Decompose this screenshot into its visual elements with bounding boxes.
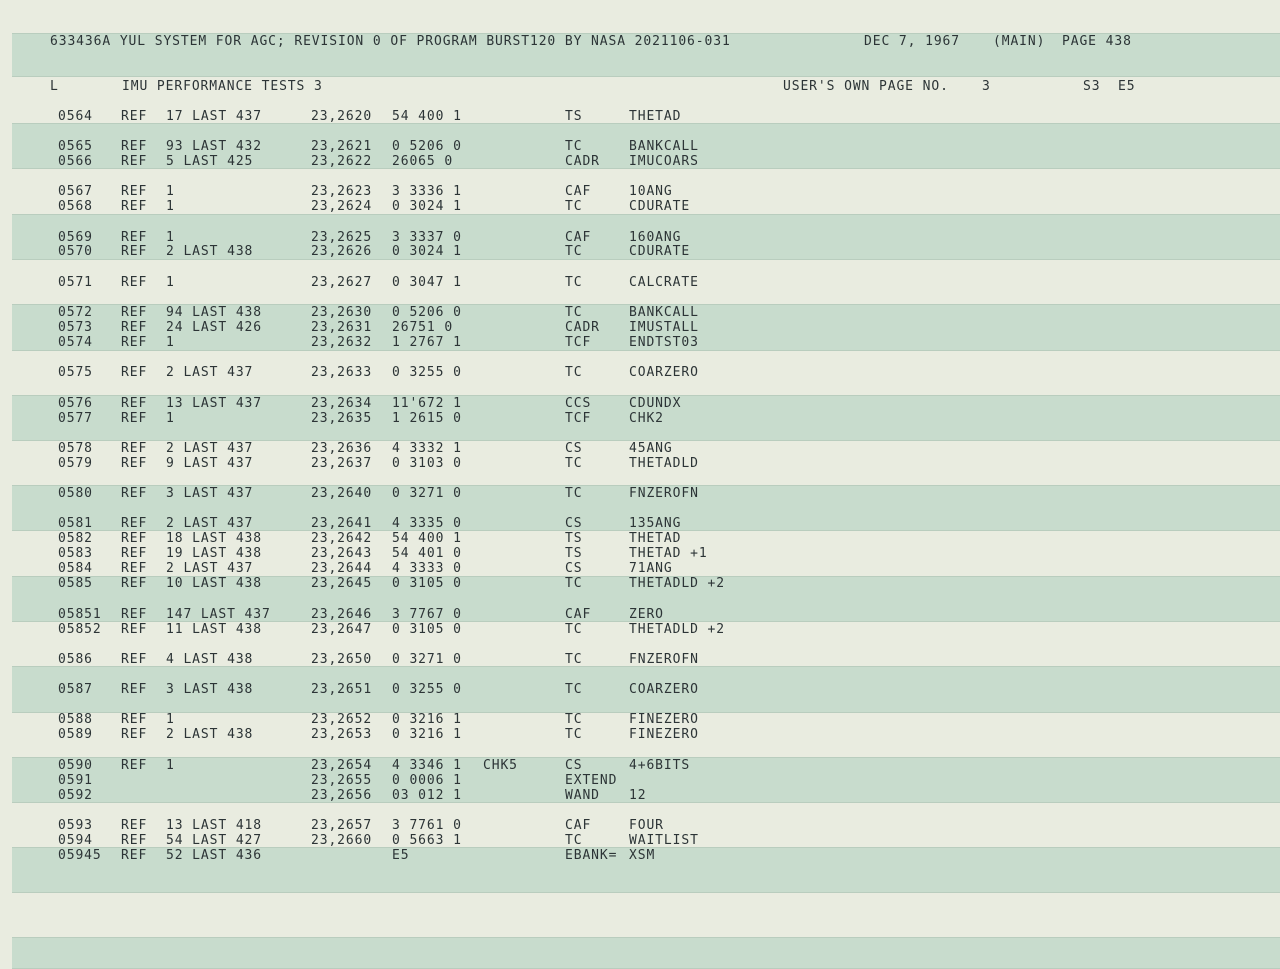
row-line: 0589 xyxy=(58,727,93,742)
row-line: 0592 xyxy=(58,788,93,803)
row-operand: FOUR xyxy=(629,818,664,833)
row-operand: IMUSTALL xyxy=(629,320,699,335)
row-code: 0 5663 1 xyxy=(392,833,462,848)
row-addr: 23,2620 xyxy=(311,109,373,124)
row-code: 0 3105 0 xyxy=(392,622,462,637)
row-addr: 23,2651 xyxy=(311,682,373,697)
row-op: CAF xyxy=(565,184,592,199)
row-code: 0 3103 0 xyxy=(392,456,462,471)
row-code: E5 xyxy=(392,848,410,863)
row-addr: 23,2645 xyxy=(311,576,373,591)
row-code: 3 3337 0 xyxy=(392,230,462,245)
row-code: 03 012 1 xyxy=(392,788,462,803)
row-code: 54 401 0 xyxy=(392,546,462,561)
row-op: CCS xyxy=(565,396,592,411)
row-code: 3 7767 0 xyxy=(392,607,462,622)
row-operand: COARZERO xyxy=(629,682,699,697)
page-header-section: (MAIN) xyxy=(993,34,1046,49)
users-page-label: USER'S OWN PAGE NO. xyxy=(783,79,949,94)
row-line: 0590 xyxy=(58,758,93,773)
row-op: CS xyxy=(565,516,583,531)
subheader-e: E5 xyxy=(1118,79,1136,94)
row-ref: REF xyxy=(121,244,148,259)
row-line: 0572 xyxy=(58,305,93,320)
row-line: 0586 xyxy=(58,652,93,667)
row-line: 0567 xyxy=(58,184,93,199)
row-operand: THETAD xyxy=(629,531,682,546)
row-addr: 23,2622 xyxy=(311,154,373,169)
row-refs: 2 LAST 438 xyxy=(166,244,254,259)
row-operand: BANKCALL xyxy=(629,305,699,320)
row-refs: 11 LAST 438 xyxy=(166,622,262,637)
row-code: 0 3216 1 xyxy=(392,727,462,742)
row-addr: 23,2630 xyxy=(311,305,373,320)
row-addr: 23,2641 xyxy=(311,516,373,531)
row-line: 0565 xyxy=(58,139,93,154)
row-refs: 10 LAST 438 xyxy=(166,576,262,591)
row-operand: THETAD xyxy=(629,109,682,124)
row-ref: REF xyxy=(121,652,148,667)
log-section-title: IMU PERFORMANCE TESTS 3 xyxy=(122,79,323,94)
row-op: TCF xyxy=(565,335,592,350)
row-code: 4 3335 0 xyxy=(392,516,462,531)
row-operand: FNZEROFN xyxy=(629,652,699,667)
row-code: 11'672 1 xyxy=(392,396,462,411)
row-ref: REF xyxy=(121,848,148,863)
row-refs: 24 LAST 426 xyxy=(166,320,262,335)
row-op: EBANK= xyxy=(565,848,618,863)
row-code: 26751 0 xyxy=(392,320,454,335)
row-refs: 3 LAST 438 xyxy=(166,682,254,697)
row-addr: 23,2644 xyxy=(311,561,373,576)
row-operand: WAITLIST xyxy=(629,833,699,848)
row-op: CS xyxy=(565,561,583,576)
row-ref: REF xyxy=(121,305,148,320)
row-op: TC xyxy=(565,652,583,667)
row-ref: REF xyxy=(121,561,148,576)
row-line: 0571 xyxy=(58,275,93,290)
row-addr: 23,2652 xyxy=(311,712,373,727)
row-op: TC xyxy=(565,576,583,591)
row-op: TS xyxy=(565,546,583,561)
row-code: 0 3024 1 xyxy=(392,199,462,214)
row-label: CHK5 xyxy=(483,758,518,773)
row-operand: CDURATE xyxy=(629,244,691,259)
row-addr: 23,2637 xyxy=(311,456,373,471)
row-refs: 13 LAST 418 xyxy=(166,818,262,833)
row-operand: 71ANG xyxy=(629,561,673,576)
band xyxy=(12,937,1280,969)
row-refs: 2 LAST 437 xyxy=(166,365,254,380)
row-addr: 23,2633 xyxy=(311,365,373,380)
row-ref: REF xyxy=(121,818,148,833)
row-addr: 23,2624 xyxy=(311,199,373,214)
row-ref: REF xyxy=(121,456,148,471)
row-ref: REF xyxy=(121,833,148,848)
row-line: 0587 xyxy=(58,682,93,697)
row-ref: REF xyxy=(121,199,148,214)
row-addr: 23,2656 xyxy=(311,788,373,803)
row-addr: 23,2657 xyxy=(311,818,373,833)
row-ref: REF xyxy=(121,607,148,622)
row-code: 0 3024 1 xyxy=(392,244,462,259)
row-line: 0593 xyxy=(58,818,93,833)
row-operand: CHK2 xyxy=(629,411,664,426)
row-ref: REF xyxy=(121,576,148,591)
row-operand: BANKCALL xyxy=(629,139,699,154)
row-line: 0566 xyxy=(58,154,93,169)
row-addr: 23,2621 xyxy=(311,139,373,154)
row-refs: 5 LAST 425 xyxy=(166,154,254,169)
row-ref: REF xyxy=(121,411,148,426)
row-ref: REF xyxy=(121,139,148,154)
row-op: CAF xyxy=(565,818,592,833)
row-line: 0591 xyxy=(58,773,93,788)
row-operand: ZERO xyxy=(629,607,664,622)
row-op: TC xyxy=(565,275,583,290)
row-addr: 23,2650 xyxy=(311,652,373,667)
row-refs: 2 LAST 437 xyxy=(166,441,254,456)
row-operand: FNZEROFN xyxy=(629,486,699,501)
row-op: TC xyxy=(565,727,583,742)
row-refs: 147 LAST 437 xyxy=(166,607,271,622)
row-refs: 4 LAST 438 xyxy=(166,652,254,667)
row-operand: 160ANG xyxy=(629,230,682,245)
row-refs: 9 LAST 437 xyxy=(166,456,254,471)
row-line: 0582 xyxy=(58,531,93,546)
row-ref: REF xyxy=(121,622,148,637)
row-operand: 45ANG xyxy=(629,441,673,456)
row-code: 54 400 1 xyxy=(392,531,462,546)
row-code: 0 3255 0 xyxy=(392,365,462,380)
row-addr: 23,2654 xyxy=(311,758,373,773)
row-refs: 1 xyxy=(166,335,175,350)
row-line: 0585 xyxy=(58,576,93,591)
row-refs: 1 xyxy=(166,712,175,727)
row-ref: REF xyxy=(121,184,148,199)
row-op: CAF xyxy=(565,607,592,622)
row-addr: 23,2627 xyxy=(311,275,373,290)
row-ref: REF xyxy=(121,712,148,727)
row-line: 0575 xyxy=(58,365,93,380)
row-op: EXTEND xyxy=(565,773,618,788)
row-operand: THETADLD +2 xyxy=(629,576,725,591)
row-op: TCF xyxy=(565,411,592,426)
row-operand: FINEZERO xyxy=(629,727,699,742)
row-operand: IMUCOARS xyxy=(629,154,699,169)
row-line: 0569 xyxy=(58,230,93,245)
row-ref: REF xyxy=(121,335,148,350)
row-op: TC xyxy=(565,833,583,848)
row-ref: REF xyxy=(121,109,148,124)
row-addr: 23,2647 xyxy=(311,622,373,637)
row-code: 0 5206 0 xyxy=(392,139,462,154)
row-operand: THETADLD xyxy=(629,456,699,471)
row-code: 1 2615 0 xyxy=(392,411,462,426)
row-code: 3 3336 1 xyxy=(392,184,462,199)
row-refs: 13 LAST 437 xyxy=(166,396,262,411)
row-operand: CALCRATE xyxy=(629,275,699,290)
page-header-title: 633436A YUL SYSTEM FOR AGC; REVISION 0 OF PROGRAM BURST120 BY NASA 2021106-031 xyxy=(50,34,731,49)
row-operand: CDUNDX xyxy=(629,396,682,411)
row-operand: 10ANG xyxy=(629,184,673,199)
row-ref: REF xyxy=(121,396,148,411)
row-line: 0573 xyxy=(58,320,93,335)
row-addr: 23,2642 xyxy=(311,531,373,546)
row-line: 05852 xyxy=(58,622,102,637)
page-header-page: PAGE 438 xyxy=(1062,34,1132,49)
row-op: TC xyxy=(565,622,583,637)
row-line: 0576 xyxy=(58,396,93,411)
row-op: WAND xyxy=(565,788,600,803)
row-line: 0577 xyxy=(58,411,93,426)
row-op: TC xyxy=(565,305,583,320)
row-refs: 1 xyxy=(166,411,175,426)
row-addr: 23,2623 xyxy=(311,184,373,199)
row-addr: 23,2653 xyxy=(311,727,373,742)
row-op: TC xyxy=(565,365,583,380)
row-line: 0578 xyxy=(58,441,93,456)
row-ref: REF xyxy=(121,275,148,290)
row-op: CAF xyxy=(565,230,592,245)
row-addr: 23,2646 xyxy=(311,607,373,622)
row-addr: 23,2626 xyxy=(311,244,373,259)
row-refs: 17 LAST 437 xyxy=(166,109,262,124)
row-operand: 12 xyxy=(629,788,647,803)
row-line: 0581 xyxy=(58,516,93,531)
row-addr: 23,2635 xyxy=(311,411,373,426)
row-ref: REF xyxy=(121,365,148,380)
row-line: 0570 xyxy=(58,244,93,259)
row-line: 0583 xyxy=(58,546,93,561)
row-op: TC xyxy=(565,486,583,501)
row-op: TC xyxy=(565,244,583,259)
row-operand: XSM xyxy=(629,848,656,863)
row-code: 54 400 1 xyxy=(392,109,462,124)
row-op: TC xyxy=(565,456,583,471)
row-refs: 1 xyxy=(166,230,175,245)
row-op: CADR xyxy=(565,154,600,169)
row-code: 0 3105 0 xyxy=(392,576,462,591)
row-refs: 1 xyxy=(166,199,175,214)
row-code: 0 3271 0 xyxy=(392,486,462,501)
row-refs: 2 LAST 437 xyxy=(166,561,254,576)
row-refs: 52 LAST 436 xyxy=(166,848,262,863)
row-line: 0574 xyxy=(58,335,93,350)
row-operand: CDURATE xyxy=(629,199,691,214)
row-refs: 18 LAST 438 xyxy=(166,531,262,546)
users-page-number: 3 xyxy=(982,79,991,94)
row-op: TS xyxy=(565,109,583,124)
row-refs: 1 xyxy=(166,184,175,199)
row-code: 0 3216 1 xyxy=(392,712,462,727)
row-refs: 1 xyxy=(166,275,175,290)
row-ref: REF xyxy=(121,531,148,546)
row-addr: 23,2625 xyxy=(311,230,373,245)
row-addr: 23,2660 xyxy=(311,833,373,848)
row-refs: 3 LAST 437 xyxy=(166,486,254,501)
row-operand: ENDTST03 xyxy=(629,335,699,350)
row-code: 0 3271 0 xyxy=(392,652,462,667)
row-ref: REF xyxy=(121,320,148,335)
row-operand: 135ANG xyxy=(629,516,682,531)
row-code: 0 3255 0 xyxy=(392,682,462,697)
row-operand: THETADLD +2 xyxy=(629,622,725,637)
row-op: TS xyxy=(565,531,583,546)
row-op: TC xyxy=(565,139,583,154)
row-ref: REF xyxy=(121,154,148,169)
row-line: 0580 xyxy=(58,486,93,501)
row-line: 0564 xyxy=(58,109,93,124)
row-refs: 93 LAST 432 xyxy=(166,139,262,154)
row-addr: 23,2632 xyxy=(311,335,373,350)
page-header-date: DEC 7, 1967 xyxy=(864,34,960,49)
row-line: 0594 xyxy=(58,833,93,848)
row-line: 0568 xyxy=(58,199,93,214)
row-op: TC xyxy=(565,199,583,214)
row-refs: 2 LAST 438 xyxy=(166,727,254,742)
row-addr: 23,2634 xyxy=(311,396,373,411)
row-line: 0588 xyxy=(58,712,93,727)
subheader-l: L xyxy=(50,79,59,94)
row-ref: REF xyxy=(121,727,148,742)
row-ref: REF xyxy=(121,486,148,501)
row-code: 26065 0 xyxy=(392,154,454,169)
row-code: 0 0006 1 xyxy=(392,773,462,788)
row-refs: 54 LAST 427 xyxy=(166,833,262,848)
subheader-s: S3 xyxy=(1083,79,1101,94)
row-ref: REF xyxy=(121,516,148,531)
row-addr: 23,2643 xyxy=(311,546,373,561)
row-refs: 1 xyxy=(166,758,175,773)
row-operand: COARZERO xyxy=(629,365,699,380)
row-code: 4 3332 1 xyxy=(392,441,462,456)
row-refs: 2 LAST 437 xyxy=(166,516,254,531)
row-ref: REF xyxy=(121,441,148,456)
row-line: 0579 xyxy=(58,456,93,471)
row-ref: REF xyxy=(121,758,148,773)
row-operand: THETAD +1 xyxy=(629,546,708,561)
row-addr: 23,2640 xyxy=(311,486,373,501)
row-code: 4 3333 0 xyxy=(392,561,462,576)
row-code: 3 7761 0 xyxy=(392,818,462,833)
row-ref: REF xyxy=(121,230,148,245)
row-code: 4 3346 1 xyxy=(392,758,462,773)
row-operand: FINEZERO xyxy=(629,712,699,727)
row-op: TC xyxy=(565,712,583,727)
row-addr: 23,2631 xyxy=(311,320,373,335)
row-ref: REF xyxy=(121,682,148,697)
row-refs: 94 LAST 438 xyxy=(166,305,262,320)
row-op: CS xyxy=(565,441,583,456)
row-code: 0 3047 1 xyxy=(392,275,462,290)
row-op: CADR xyxy=(565,320,600,335)
row-code: 1 2767 1 xyxy=(392,335,462,350)
row-op: TC xyxy=(565,682,583,697)
row-addr: 23,2655 xyxy=(311,773,373,788)
row-line: 0584 xyxy=(58,561,93,576)
row-line: 05945 xyxy=(58,848,102,863)
row-operand: 4+6BITS xyxy=(629,758,691,773)
row-refs: 19 LAST 438 xyxy=(166,546,262,561)
row-ref: REF xyxy=(121,546,148,561)
row-line: 05851 xyxy=(58,607,102,622)
row-op: CS xyxy=(565,758,583,773)
row-addr: 23,2636 xyxy=(311,441,373,456)
row-code: 0 5206 0 xyxy=(392,305,462,320)
